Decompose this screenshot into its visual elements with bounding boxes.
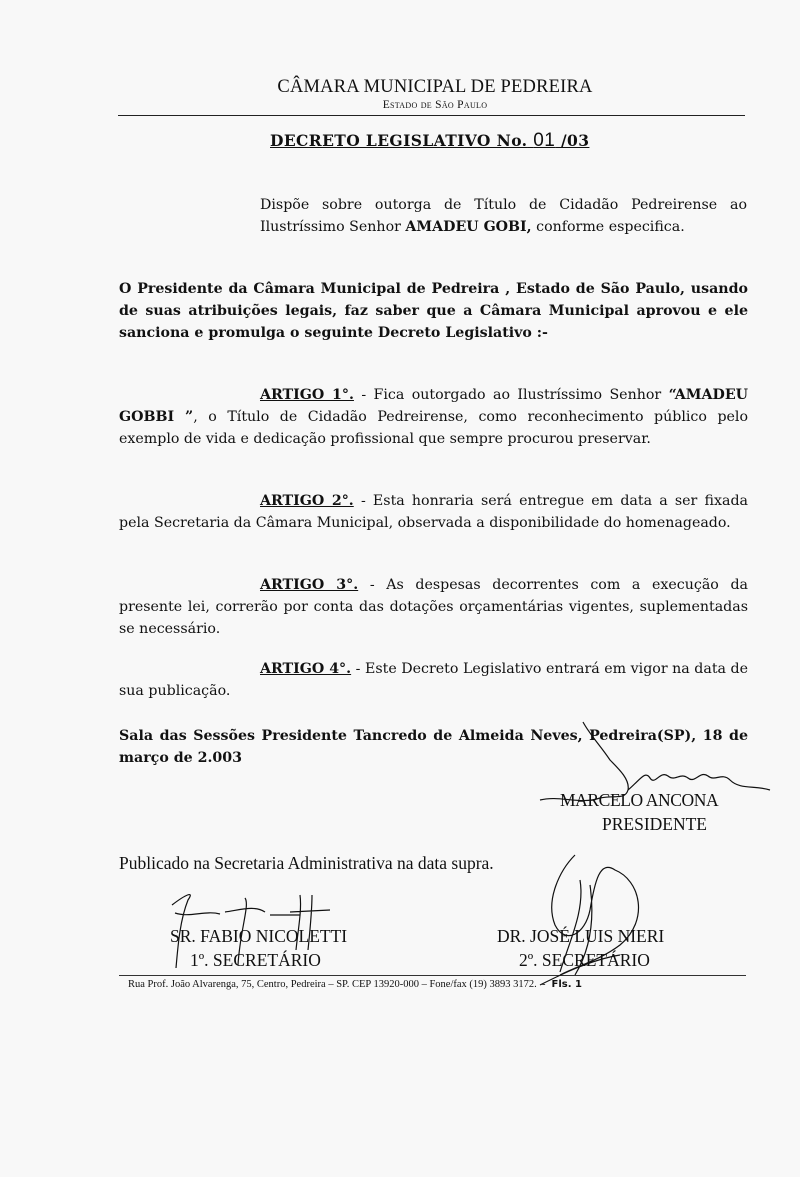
decree-year: /03 bbox=[561, 131, 590, 150]
article-text: - As despesas decorrentes com a execução da presente lei, correrão por conta das dotações orçamentárias vigentes, suplementadas se necessário. bbox=[119, 577, 749, 637]
header-divider bbox=[118, 115, 745, 116]
article-label: ARTIGO 3°. bbox=[260, 577, 359, 593]
article-text: - Fica outorgado ao Ilustríssimo Senhor bbox=[353, 387, 669, 403]
article-label: ARTIGO 2°. bbox=[260, 493, 354, 509]
article-4 bbox=[119, 658, 748, 702]
article-text: - Este Decreto Legislativo entrará em vigor na data de sua publicação. bbox=[119, 661, 749, 699]
article-2 bbox=[119, 490, 748, 534]
institution-name: CÂMARA MUNICIPAL DE PEDREIRA bbox=[277, 77, 593, 97]
secretary-2-name: DR. JOSÉ LUIS NIERI bbox=[497, 926, 665, 946]
article-1 bbox=[119, 384, 748, 450]
ementa bbox=[260, 194, 747, 238]
decree-title bbox=[270, 130, 589, 152]
decree-number-handwritten: 01 bbox=[533, 130, 556, 151]
closing-statement: Sala das Sessões Presidente Tancredo de Almeida Neves, Pedreira(SP), 18 de março de 2.003 bbox=[119, 728, 748, 766]
page-number: Fls. 1 bbox=[551, 979, 582, 990]
president-role: PRESIDENTE bbox=[602, 814, 707, 834]
ementa-honoree: AMADEU GOBI, bbox=[405, 219, 532, 235]
article-label: ARTIGO 1°. bbox=[260, 387, 354, 403]
footer-divider bbox=[119, 975, 746, 976]
article-honoree: “AMADEU GOBBI ” bbox=[119, 387, 749, 425]
footer-address: Rua Prof. João Alvarenga, 75, Centro, Pedreira – SP. CEP 13920-000 – Fone/fax (19) 3893 3172. - bbox=[128, 979, 546, 990]
publication-note: Publicado na Secretaria Administrativa na data supra. bbox=[119, 853, 494, 873]
preamble: O Presidente da Câmara Municipal de Pedreira , Estado de São Paulo, usando de suas atribuições legais, faz saber que a Câmara Municipal aprovou e ele sanciona e promulga o seguinte Decreto Legislativo :- bbox=[119, 281, 748, 341]
ementa-text-end: conforme especifica. bbox=[531, 219, 685, 235]
article-text: , o Título de Cidadão Pedreirense, como reconhecimento público pelo exemplo de vida e dedicação profissional que sempre procurou preservar. bbox=[119, 409, 748, 447]
article-label: ARTIGO 4°. bbox=[260, 661, 352, 677]
article-3 bbox=[119, 574, 748, 640]
president-name: MARCELO ANCONA bbox=[560, 790, 719, 810]
secretary-2-role: 2º. SECRETÁRIO bbox=[519, 950, 650, 970]
secretary-1-role: 1º. SECRETÁRIO bbox=[190, 950, 321, 970]
decree-title-prefix: DECRETO LEGISLATIVO No. bbox=[270, 131, 528, 150]
footer bbox=[128, 979, 582, 990]
article-text: - Esta honraria será entregue em data a ser fixada pela Secretaria da Câmara Municipal, observada a disponibilidade do homenageado. bbox=[119, 493, 748, 531]
secretary-1-name: SR. FABIO NICOLETTI bbox=[170, 926, 348, 946]
institution-state: Estado de São Paulo bbox=[382, 99, 488, 111]
ementa-text: Dispõe sobre outorga de Título de Cidadão Pedreirense ao Ilustríssimo Senhor bbox=[260, 197, 747, 235]
